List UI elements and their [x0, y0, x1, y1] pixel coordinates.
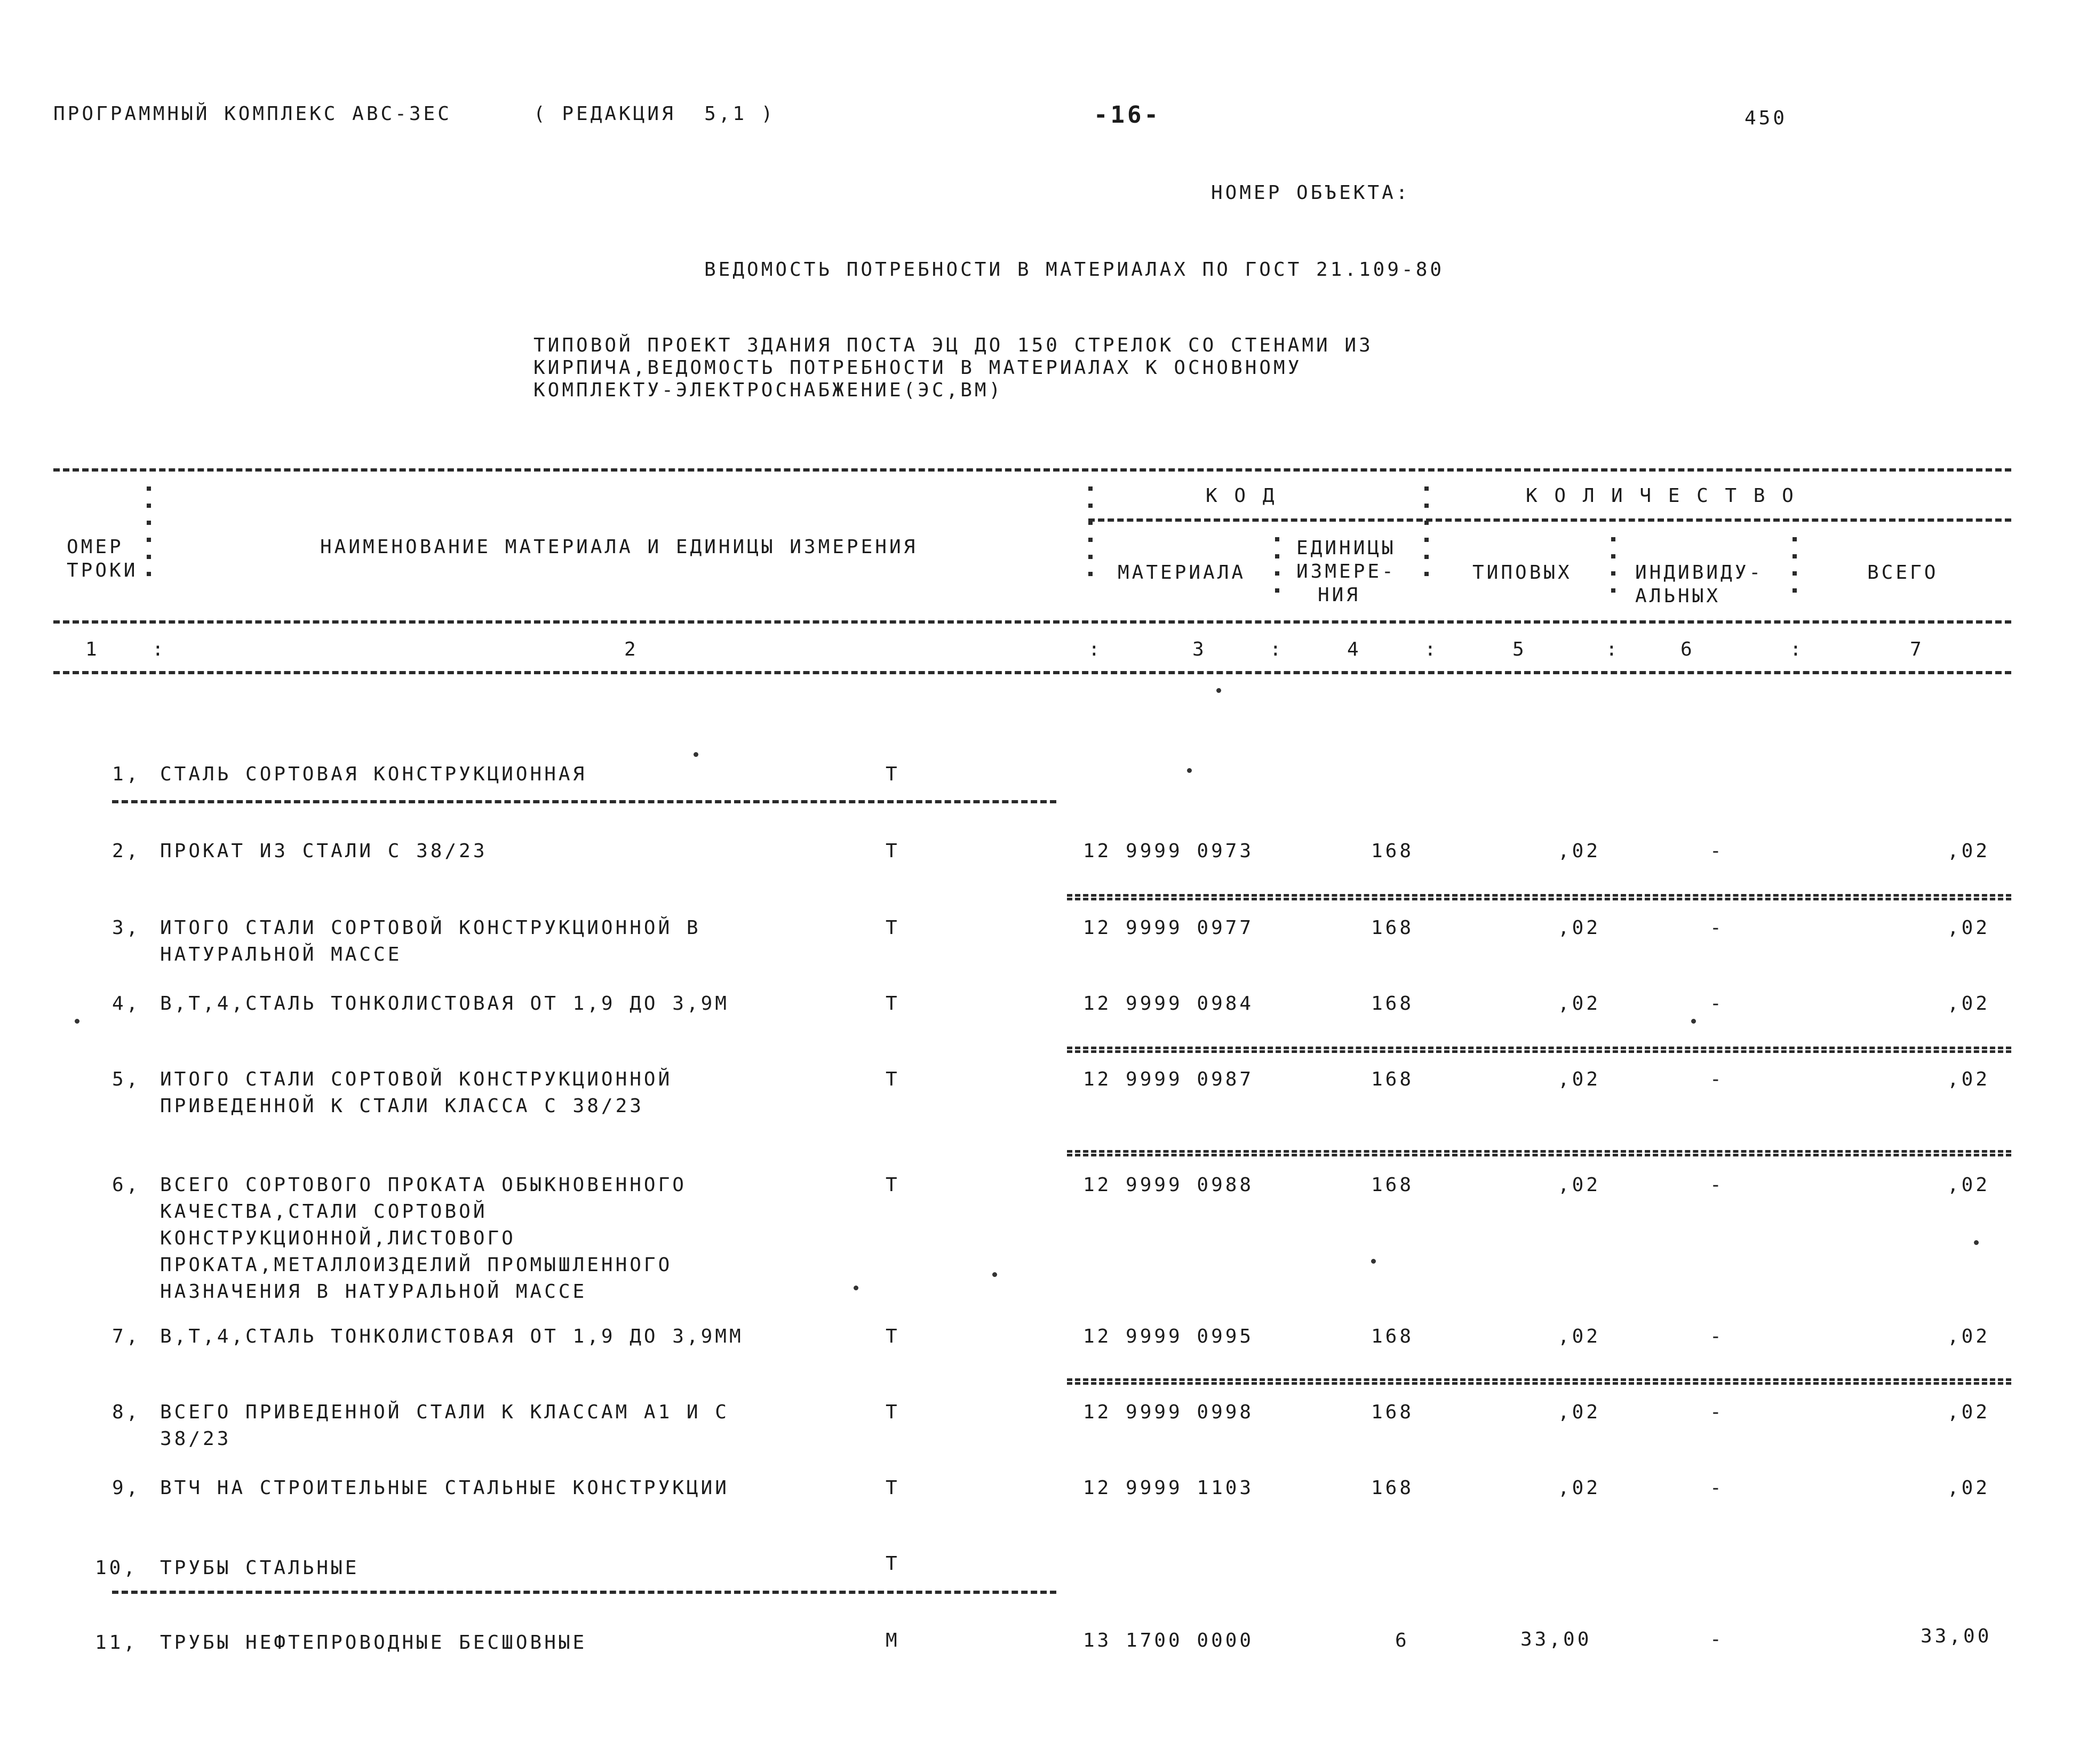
scan-speck — [1974, 1240, 1979, 1245]
material-code: 12 9999 0973 — [1083, 840, 1254, 862]
scan-speck — [694, 752, 698, 757]
typical-quantity: ,02 — [1558, 1477, 1601, 1499]
project-line: КОМПЛЕКТУ-ЭЛЕКТРОСНАБЖЕНИЕ(ЭС,ВМ) — [533, 379, 1003, 401]
unit-code: 168 — [1371, 1068, 1414, 1090]
unit: Т — [886, 1401, 900, 1423]
material-code: 12 9999 0998 — [1083, 1401, 1254, 1423]
col7-header: ВСЕГО — [1867, 562, 1939, 584]
material-name: В,Т,4,СТАЛЬ ТОНКОЛИСТОВАЯ ОТ 1,9 ДО 3,9ММ — [160, 1326, 744, 1347]
material-code: 12 9999 0988 — [1083, 1174, 1254, 1196]
quantity-group-header: К О Л И Ч Е С Т В О — [1526, 485, 1796, 507]
total-quantity: ,02 — [1947, 840, 1990, 862]
page-marker: -16- — [1094, 101, 1161, 129]
col1-header: ТРОКИ — [67, 560, 138, 581]
object-number-label: НОМЕР ОБЪЕКТА: — [1211, 182, 1411, 204]
scan-speck — [75, 1019, 79, 1024]
material-name: ПРОКАТ ИЗ СТАЛИ С 38/23 — [160, 840, 488, 862]
scan-speck — [1371, 1259, 1376, 1264]
unit: М — [886, 1630, 900, 1651]
material-name: ВСЕГО СОРТОВОГО ПРОКАТА ОБЫКНОВЕННОГО — [160, 1174, 687, 1196]
rule — [53, 468, 2011, 472]
material-code: 12 9999 0987 — [1083, 1068, 1254, 1090]
material-code: 12 9999 0984 — [1083, 993, 1254, 1015]
material-name: В,Т,4,СТАЛЬ ТОНКОЛИСТОВАЯ ОТ 1,9 ДО 3,9М — [160, 993, 729, 1015]
typical-quantity: ,02 — [1558, 1068, 1601, 1090]
scan-speck — [854, 1286, 858, 1290]
col6-header: ИНДИВИДУ- — [1635, 562, 1764, 584]
column-number: 3 — [1192, 638, 1207, 660]
material-name: НАТУРАЛЬНОЙ МАССЕ — [160, 944, 402, 965]
project-line: ТИПОВОЙ ПРОЕКТ ЗДАНИЯ ПОСТА ЭЦ ДО 150 СТРЕЛОК СО СТЕНАМИ ИЗ — [533, 334, 1373, 356]
material-name: НАЗНАЧЕНИЯ В НАТУРАЛЬНОЙ МАССЕ — [160, 1281, 587, 1303]
separator-colon: : — [1606, 638, 1620, 660]
column-separator — [1088, 483, 1095, 611]
material-name: ПРОКАТА,МЕТАЛЛОИЗДЕЛИЙ ПРОМЫШЛЕННОГО — [160, 1254, 673, 1276]
row-number: 10, — [95, 1557, 138, 1579]
col4-header: ЕДИНИЦЫ — [1296, 537, 1396, 559]
column-separator — [147, 483, 153, 611]
column-number: 2 — [624, 638, 639, 660]
rule — [1088, 518, 2011, 522]
rule — [53, 671, 2011, 674]
code-group-header: К О Д — [1206, 485, 1277, 507]
scan-speck — [992, 1272, 997, 1277]
total-quantity: ,02 — [1947, 1401, 1990, 1423]
col3-header: МАТЕРИАЛА — [1118, 562, 1246, 584]
row-number: 5, — [112, 1068, 141, 1090]
rule — [53, 620, 2011, 624]
material-name: ТРУБЫ НЕФТЕПРОВОДНЫЕ БЕСШОВНЫЕ — [160, 1632, 587, 1654]
individual-quantity: - — [1710, 1629, 1724, 1650]
unit: Т — [886, 1326, 900, 1347]
document-title: ВЕДОМОСТЬ ПОТРЕБНОСТИ В МАТЕРИАЛАХ ПО ГОСТ 21.109-80 — [704, 259, 1445, 281]
unit: Т — [886, 917, 900, 939]
separator-colon: : — [1270, 638, 1284, 660]
row-number: 2, — [112, 840, 141, 862]
material-code: 13 1700 0000 — [1083, 1630, 1254, 1651]
individual-quantity: - — [1710, 1477, 1724, 1499]
col6-header: АЛЬНЫХ — [1635, 585, 1721, 607]
column-number: 7 — [1910, 638, 1924, 660]
material-name: ИТОГО СТАЛИ СОРТОВОЙ КОНСТРУКЦИОННОЙ В — [160, 917, 701, 939]
double-rule — [1067, 1150, 2011, 1156]
unit: Т — [886, 1068, 900, 1090]
program-name: ПРОГРАММНЫЙ КОМПЛЕКС АВС-ЗЕС — [53, 103, 452, 125]
col1-header: ОМЕР — [67, 536, 124, 558]
row-number: 9, — [112, 1477, 141, 1499]
unit-code: 168 — [1371, 1174, 1414, 1196]
material-name: КАЧЕСТВА,СТАЛИ СОРТОВОЙ — [160, 1201, 488, 1223]
material-name: КОНСТРУКЦИОННОЙ,ЛИСТОВОГО — [160, 1227, 516, 1249]
material-code: 12 9999 1103 — [1083, 1477, 1254, 1499]
double-rule — [1067, 1047, 2011, 1053]
separator-colon: : — [1790, 638, 1804, 660]
material-name: ТРУБЫ СТАЛЬНЫЕ — [160, 1557, 360, 1579]
individual-quantity: - — [1710, 1174, 1724, 1196]
column-number: 4 — [1347, 638, 1361, 660]
material-code: 12 9999 0995 — [1083, 1326, 1254, 1347]
column-separator — [1275, 533, 1281, 611]
column-number: 6 — [1680, 638, 1695, 660]
unit: Т — [886, 993, 900, 1015]
total-quantity: 33,00 — [1921, 1625, 1992, 1647]
col4-header: НИЯ — [1318, 584, 1361, 606]
col4-header: ИЗМЕРЕ- — [1296, 561, 1396, 582]
column-separator — [1611, 533, 1618, 611]
unit-code: 168 — [1371, 1401, 1414, 1423]
rule — [112, 1591, 1056, 1594]
unit-code: 168 — [1371, 840, 1414, 862]
row-number: 8, — [112, 1401, 141, 1423]
separator-colon: : — [1424, 638, 1439, 660]
col5-header: ТИПОВЫХ — [1472, 562, 1572, 584]
individual-quantity: - — [1710, 1068, 1724, 1090]
material-name: ПРИВЕДЕННОЙ К СТАЛИ КЛАССА С 38/23 — [160, 1095, 644, 1117]
column-number: 5 — [1512, 638, 1527, 660]
typical-quantity: ,02 — [1558, 917, 1601, 939]
scan-speck — [1187, 768, 1192, 773]
col2-header: НАИМЕНОВАНИЕ МАТЕРИАЛА И ЕДИНИЦЫ ИЗМЕРЕНИЯ — [320, 536, 918, 558]
unit-code: 168 — [1371, 917, 1414, 939]
typical-quantity: ,02 — [1558, 1326, 1601, 1347]
unit: Т — [886, 1553, 900, 1575]
row-number: 6, — [112, 1174, 141, 1196]
total-quantity: ,02 — [1947, 1174, 1990, 1196]
row-number: 4, — [112, 993, 141, 1015]
unit-code: 168 — [1371, 993, 1414, 1015]
typical-quantity: ,02 — [1558, 1401, 1601, 1423]
column-separator — [1793, 533, 1799, 611]
column-number: 1 — [85, 638, 100, 660]
row-number: 1, — [112, 763, 141, 785]
typical-quantity: ,02 — [1558, 993, 1601, 1015]
typical-quantity: ,02 — [1558, 840, 1601, 862]
scan-speck — [1216, 688, 1221, 693]
total-quantity: ,02 — [1947, 917, 1990, 939]
unit: Т — [886, 840, 900, 862]
individual-quantity: - — [1710, 840, 1724, 862]
total-quantity: ,02 — [1947, 993, 1990, 1015]
unit-code: 168 — [1371, 1326, 1414, 1347]
scan-speck — [1691, 1019, 1696, 1024]
separator-colon: : — [152, 638, 166, 660]
row-number: 11, — [95, 1632, 138, 1654]
total-quantity: ,02 — [1947, 1068, 1990, 1090]
typical-quantity: 33,00 — [1520, 1629, 1592, 1650]
rule — [112, 800, 1056, 803]
individual-quantity: - — [1710, 993, 1724, 1015]
double-rule — [1067, 1378, 2011, 1385]
material-name: ВСЕГО ПРИВЕДЕННОЙ СТАЛИ К КЛАССАМ А1 И С — [160, 1401, 729, 1423]
row-number: 7, — [112, 1326, 141, 1347]
material-code: 12 9999 0977 — [1083, 917, 1254, 939]
unit-code: 6 — [1395, 1630, 1409, 1651]
material-name: ВТЧ НА СТРОИТЕЛЬНЫЕ СТАЛЬНЫЕ КОНСТРУКЦИИ — [160, 1477, 729, 1499]
material-name: СТАЛЬ СОРТОВАЯ КОНСТРУКЦИОННАЯ — [160, 763, 587, 785]
edition: ( РЕДАКЦИЯ 5,1 ) — [533, 103, 776, 125]
individual-quantity: - — [1710, 1326, 1724, 1347]
project-line: КИРПИЧА,ВЕДОМОСТЬ ПОТРЕБНОСТИ В МАТЕРИАЛАХ К ОСНОВНОМУ — [533, 357, 1302, 379]
separator-colon: : — [1088, 638, 1103, 660]
sheet-number: 450 — [1745, 107, 1788, 129]
unit-code: 168 — [1371, 1477, 1414, 1499]
total-quantity: ,02 — [1947, 1477, 1990, 1499]
double-rule — [1067, 894, 2011, 900]
typical-quantity: ,02 — [1558, 1174, 1601, 1196]
total-quantity: ,02 — [1947, 1326, 1990, 1347]
row-number: 3, — [112, 917, 141, 939]
column-separator — [1424, 483, 1431, 611]
unit: Т — [886, 1477, 900, 1499]
individual-quantity: - — [1710, 1401, 1724, 1423]
individual-quantity: - — [1710, 917, 1724, 939]
material-name: ИТОГО СТАЛИ СОРТОВОЙ КОНСТРУКЦИОННОЙ — [160, 1068, 673, 1090]
material-name: 38/23 — [160, 1428, 232, 1450]
unit: Т — [886, 763, 900, 785]
unit: Т — [886, 1174, 900, 1196]
